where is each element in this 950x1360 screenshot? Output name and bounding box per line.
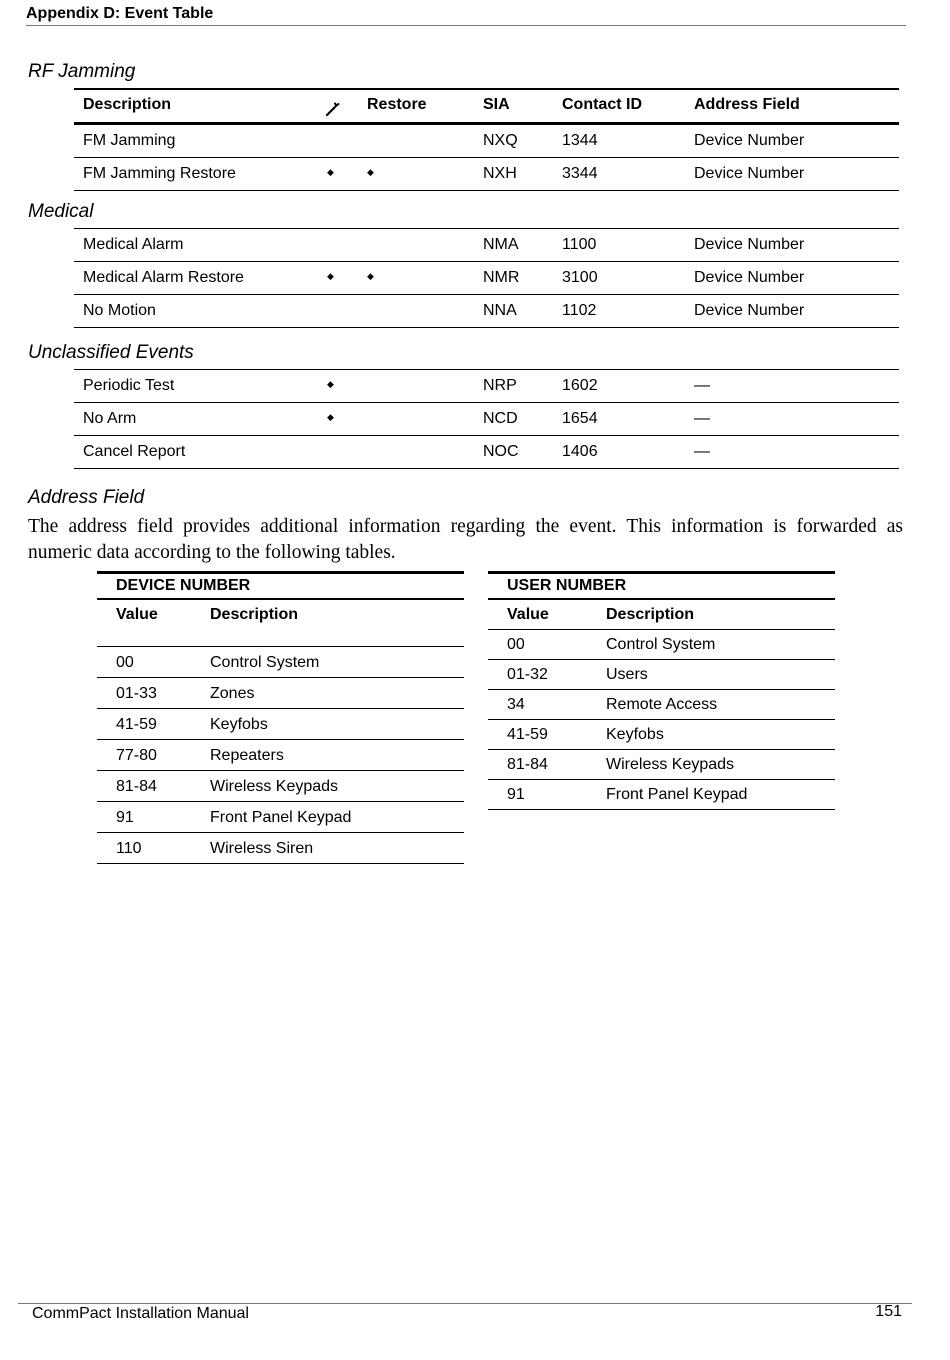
user-value: 81-84: [488, 750, 587, 780]
table-row: [488, 720, 835, 750]
user-description: Keyfobs: [587, 720, 835, 750]
sia-code: NRP: [483, 370, 562, 403]
table-row: [97, 802, 464, 833]
device-value: 41-59: [97, 709, 191, 740]
user-description: Remote Access: [587, 690, 835, 720]
address-field: Device Number: [694, 295, 899, 328]
contact-id: 1100: [562, 229, 694, 262]
user-description: Wireless Keypads: [587, 750, 835, 780]
table-row: [74, 158, 899, 191]
user-number-caption: USER NUMBER: [488, 573, 835, 600]
contact-id: 1344: [562, 124, 694, 158]
contact-id: 1602: [562, 370, 694, 403]
column-header-contact-id: Contact ID: [562, 89, 694, 124]
device-description: Wireless Siren: [191, 833, 464, 864]
table-row: [74, 403, 899, 436]
contact-id: 1654: [562, 403, 694, 436]
address-field: Device Number: [694, 262, 899, 295]
column-header-wrench: [325, 89, 367, 124]
page-header-title: Appendix D: Event Table: [26, 5, 214, 22]
marker-icon: ◆: [327, 412, 334, 422]
event-description: FM Jamming Restore: [74, 158, 325, 191]
device-number-table: [97, 571, 464, 864]
user-description: Users: [587, 660, 835, 690]
contact-id: 3100: [562, 262, 694, 295]
medical-table: [74, 228, 899, 328]
page-header: [26, 4, 906, 26]
event-description: No Arm: [74, 403, 325, 436]
address-field: Device Number: [694, 158, 899, 191]
table-row: [97, 833, 464, 864]
contact-id: 1102: [562, 295, 694, 328]
device-description: Control System: [191, 647, 464, 678]
device-value: 110: [97, 833, 191, 864]
device-value: 77-80: [97, 740, 191, 771]
table-row: [74, 229, 899, 262]
column-header-sia: SIA: [483, 89, 562, 124]
table-row: [74, 262, 899, 295]
event-description: No Motion: [74, 295, 325, 328]
device-description: Front Panel Keypad: [191, 802, 464, 833]
table-row: [74, 370, 899, 403]
device-description: Zones: [191, 678, 464, 709]
table-header-row: [488, 599, 835, 630]
sia-code: NNA: [483, 295, 562, 328]
event-description: Medical Alarm Restore: [74, 262, 325, 295]
restore-marker-icon: ◆: [367, 271, 374, 281]
user-value: 01-32: [488, 660, 587, 690]
address-field: —: [694, 370, 899, 403]
device-description: Repeaters: [191, 740, 464, 771]
column-header-address-field: Address Field: [694, 89, 899, 124]
column-header-description: Description: [74, 89, 325, 124]
user-value: 91: [488, 780, 587, 810]
address-field: —: [694, 436, 899, 469]
address-field: —: [694, 403, 899, 436]
section-title-unclassified-events: Unclassified Events: [28, 342, 194, 363]
event-description: Cancel Report: [74, 436, 325, 469]
rf-jamming-table: [74, 88, 899, 191]
sia-code: NMA: [483, 229, 562, 262]
marker-icon: ◆: [327, 167, 334, 177]
column-header-value: Value: [97, 599, 191, 647]
table-row: [97, 771, 464, 802]
table-row: [97, 740, 464, 771]
table-row: [488, 780, 835, 810]
user-value: 41-59: [488, 720, 587, 750]
sia-code: NCD: [483, 403, 562, 436]
table-row: [97, 709, 464, 740]
column-header-restore: Restore: [367, 89, 483, 124]
table-row: [488, 660, 835, 690]
marker-icon: ◆: [327, 271, 334, 281]
unclassified-events-table: [74, 369, 899, 469]
sia-code: NMR: [483, 262, 562, 295]
address-field-paragraph: The address field provides additional information regarding the event. This information is forwarded as numeric data according to the following tables.: [28, 516, 903, 563]
address-field: Device Number: [694, 229, 899, 262]
contact-id: 3344: [562, 158, 694, 191]
user-value: 00: [488, 630, 587, 660]
section-title-rf-jamming: RF Jamming: [28, 61, 136, 82]
table-row: [97, 678, 464, 709]
page-number: 151: [875, 1303, 902, 1320]
user-number-table: [488, 571, 835, 810]
user-value: 34: [488, 690, 587, 720]
table-row: [488, 690, 835, 720]
table-header-row: [97, 599, 464, 647]
user-description: Front Panel Keypad: [587, 780, 835, 810]
sia-code: NOC: [483, 436, 562, 469]
device-value: 01-33: [97, 678, 191, 709]
wrench-icon: [325, 101, 341, 117]
address-field: Device Number: [694, 124, 899, 158]
device-value: 91: [97, 802, 191, 833]
column-header-description: Description: [587, 599, 835, 630]
table-row: [74, 295, 899, 328]
table-row: [74, 436, 899, 469]
sia-code: NXH: [483, 158, 562, 191]
table-row: [488, 750, 835, 780]
device-value: 81-84: [97, 771, 191, 802]
table-row: [97, 647, 464, 678]
event-description: Medical Alarm: [74, 229, 325, 262]
section-title-address-field: Address Field: [28, 487, 145, 508]
page-footer: [18, 1303, 912, 1328]
column-header-value: Value: [488, 599, 587, 630]
table-row: [74, 124, 899, 158]
event-description: FM Jamming: [74, 124, 325, 158]
device-value: 00: [97, 647, 191, 678]
section-title-medical: Medical: [28, 201, 94, 222]
device-number-caption: DEVICE NUMBER: [97, 573, 464, 600]
restore-marker-icon: ◆: [367, 167, 374, 177]
user-description: Control System: [587, 630, 835, 660]
sia-code: NXQ: [483, 124, 562, 158]
device-description: Keyfobs: [191, 709, 464, 740]
table-header-row: [74, 89, 899, 124]
marker-icon: ◆: [327, 379, 334, 389]
footer-manual-title: CommPact Installation Manual: [32, 1305, 249, 1322]
event-description: Periodic Test: [74, 370, 325, 403]
column-header-description: Description: [191, 599, 464, 647]
contact-id: 1406: [562, 436, 694, 469]
table-row: [488, 630, 835, 660]
device-description: Wireless Keypads: [191, 771, 464, 802]
